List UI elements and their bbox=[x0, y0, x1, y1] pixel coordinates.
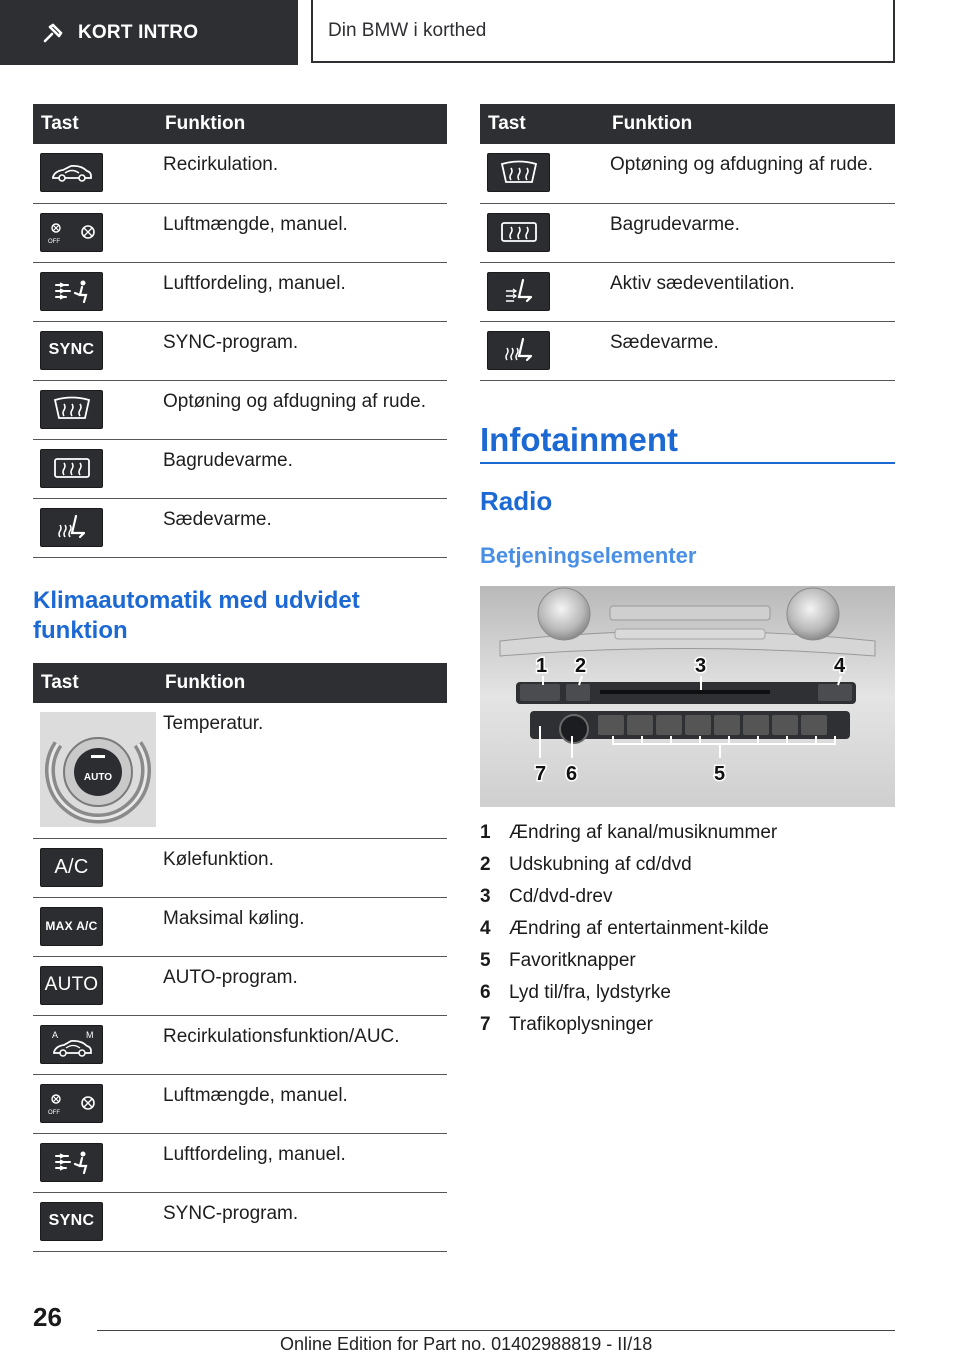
col-header-key: Tast bbox=[480, 104, 604, 144]
infotainment-title: Infotainment bbox=[480, 420, 895, 464]
section-heading: Klimaautomatik med udvidet funktion bbox=[33, 587, 360, 644]
section-label: KORT INTRO bbox=[78, 21, 199, 43]
function-text: Bagrudevarme. bbox=[157, 439, 447, 498]
windshield-defrost-icon bbox=[40, 390, 103, 429]
table-row bbox=[33, 439, 447, 498]
controls-title: Betjeningselementer bbox=[480, 543, 697, 568]
section-tab[interactable] bbox=[0, 0, 298, 65]
svg-text:M: M bbox=[85, 1030, 93, 1040]
list-item: 1 Ændring af kanal/musiknummer bbox=[480, 822, 778, 843]
function-table-1 bbox=[33, 104, 447, 558]
temperature-dial-icon bbox=[40, 712, 156, 827]
rear-defrost-icon bbox=[40, 449, 103, 488]
chapter-title: Din BMW i korthed bbox=[328, 19, 487, 41]
svg-text:OFF: OFF bbox=[47, 1110, 60, 1116]
function-text: Luftmængde, manuel. bbox=[157, 1074, 447, 1133]
callout-6: 6 bbox=[566, 763, 578, 785]
table-row bbox=[480, 321, 895, 380]
max-ac-icon: MAX A/C bbox=[40, 907, 103, 946]
radio-control-panel-image bbox=[480, 586, 895, 807]
col-header-function: Funktion bbox=[157, 663, 447, 703]
function-text: Recirkulation. bbox=[157, 144, 447, 203]
function-text: Recirkulationsfunktion/AUC. bbox=[157, 1015, 447, 1074]
air-distribution-icon bbox=[40, 1143, 103, 1182]
recirculation-icon bbox=[40, 153, 103, 192]
rear-defrost-icon bbox=[487, 213, 550, 252]
table-row bbox=[33, 262, 447, 321]
function-text: Luftmængde, manuel. bbox=[157, 203, 447, 262]
function-text: Luftfordeling, manuel. bbox=[157, 1133, 447, 1192]
fan-speed-icon bbox=[40, 1084, 103, 1123]
function-text: SYNC-program. bbox=[157, 1192, 447, 1251]
table-row bbox=[33, 1133, 447, 1192]
list-item: 4 Ændring af entertainment-kilde bbox=[480, 918, 769, 939]
table-row bbox=[33, 380, 447, 439]
table-row bbox=[33, 897, 447, 956]
list-item: 2 Udskubning af cd/dvd bbox=[480, 854, 692, 875]
list-item: 6 Lyd til/fra, lydstyrke bbox=[480, 982, 671, 1003]
controls-list bbox=[480, 817, 895, 1041]
table-row bbox=[33, 144, 447, 203]
callout-2: 2 bbox=[575, 655, 587, 677]
pushpin-icon bbox=[42, 22, 64, 44]
list-item: 3 Cd/dvd-drev bbox=[480, 886, 613, 907]
footer-divider bbox=[97, 1330, 895, 1331]
page-number: 26 bbox=[33, 1302, 62, 1332]
function-table-2 bbox=[33, 663, 447, 1252]
function-text: SYNC-program. bbox=[157, 321, 447, 380]
table-row bbox=[33, 498, 447, 557]
function-text: Luftfordeling, manuel. bbox=[157, 262, 447, 321]
list-item: 7 Trafikoplysninger bbox=[480, 1014, 653, 1035]
function-table-3 bbox=[480, 104, 895, 381]
function-text: Bagrudevarme. bbox=[604, 203, 895, 262]
list-item: 5 Favoritknapper bbox=[480, 950, 636, 971]
svg-text:A: A bbox=[51, 1030, 58, 1040]
function-text: AUTO-program. bbox=[157, 956, 447, 1015]
table-row bbox=[33, 1015, 447, 1074]
function-text: Temperatur. bbox=[157, 703, 447, 838]
table-row bbox=[33, 703, 447, 838]
sync-icon: SYNC bbox=[40, 331, 103, 370]
windshield-defrost-icon bbox=[487, 153, 550, 192]
col-header-key: Tast bbox=[33, 663, 157, 703]
table-row bbox=[33, 321, 447, 380]
table-row bbox=[33, 1074, 447, 1133]
ac-icon: A/C bbox=[40, 848, 103, 887]
air-distribution-icon bbox=[40, 272, 103, 311]
callout-7: 7 bbox=[535, 763, 547, 785]
seat-ventilation-icon bbox=[487, 272, 550, 311]
recirculation-auc-icon bbox=[40, 1025, 103, 1064]
table-row bbox=[33, 838, 447, 897]
svg-text:AUTO: AUTO bbox=[83, 771, 113, 783]
callout-5: 5 bbox=[714, 763, 726, 785]
function-text: Optøning og afdugning af rude. bbox=[604, 144, 895, 203]
chapter-title-box bbox=[311, 0, 895, 63]
seat-heating-icon bbox=[487, 331, 550, 370]
auto-icon: AUTO bbox=[40, 966, 103, 1005]
callout-3: 3 bbox=[695, 655, 707, 677]
edition-text: Online Edition for Part no. 01402988819 - II/18 bbox=[280, 1334, 653, 1354]
col-header-function: Funktion bbox=[604, 104, 895, 144]
table-row bbox=[480, 203, 895, 262]
callout-1: 1 bbox=[536, 655, 548, 677]
function-text: Sædevarme. bbox=[157, 498, 447, 557]
table-row bbox=[480, 144, 895, 203]
fan-speed-icon bbox=[40, 213, 103, 252]
seat-heating-icon bbox=[40, 508, 103, 547]
function-text: Sædevarme. bbox=[604, 321, 895, 380]
callout-4: 4 bbox=[834, 655, 846, 677]
table-row bbox=[33, 1192, 447, 1251]
col-header-key: Tast bbox=[33, 104, 157, 144]
table-row bbox=[33, 203, 447, 262]
col-header-function: Funktion bbox=[157, 104, 447, 144]
function-text: Kølefunktion. bbox=[157, 838, 447, 897]
sync-icon: SYNC bbox=[40, 1202, 103, 1241]
table-row bbox=[480, 262, 895, 321]
function-text: Maksimal køling. bbox=[157, 897, 447, 956]
function-text: Aktiv sædeventilation. bbox=[604, 262, 895, 321]
table-row bbox=[33, 956, 447, 1015]
svg-text:OFF: OFF bbox=[47, 239, 60, 245]
radio-title: Radio bbox=[480, 486, 553, 516]
function-text: Optøning og afdugning af rude. bbox=[157, 380, 447, 439]
